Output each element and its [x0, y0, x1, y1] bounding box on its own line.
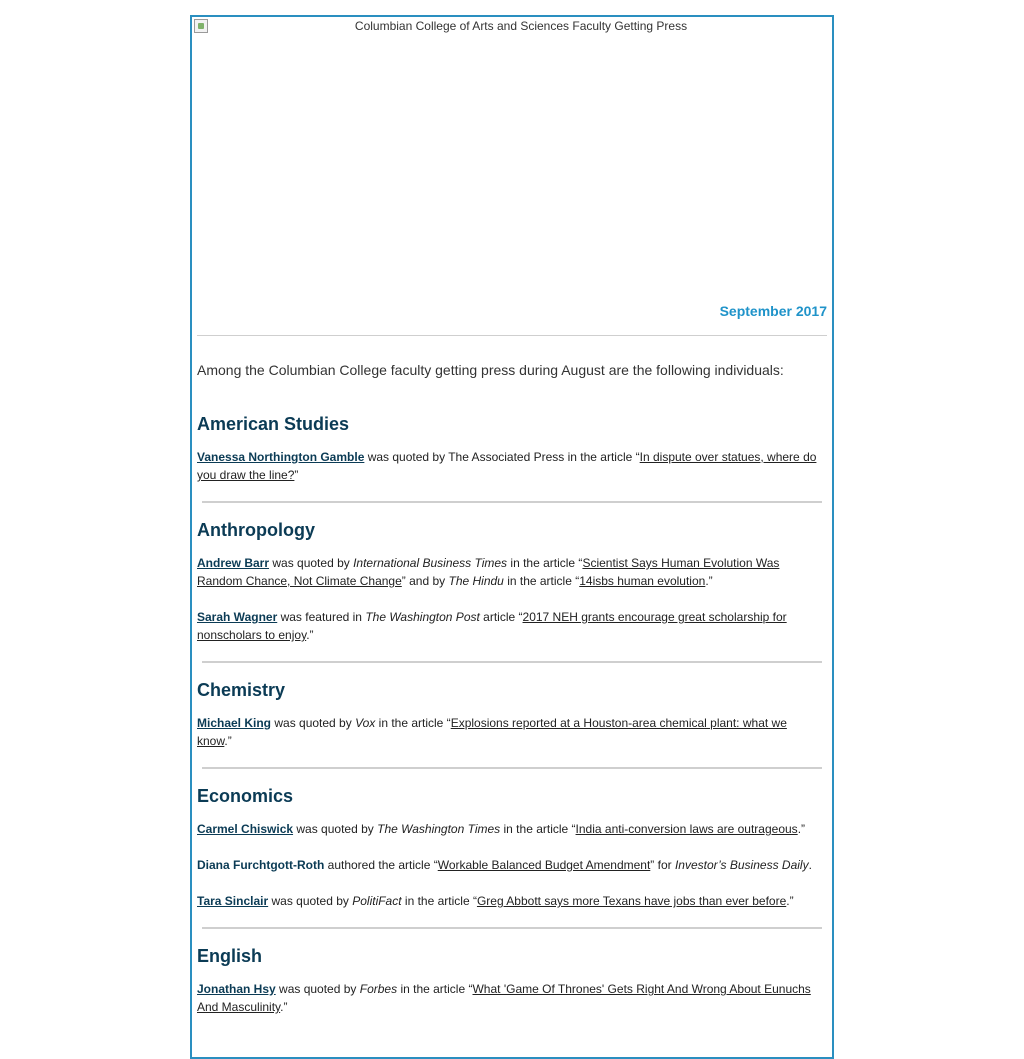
intro-text: Among the Columbian College faculty getting press during August are the following individuals:: [197, 362, 784, 378]
section-title-economics: Economics: [197, 786, 294, 806]
article-link[interactable]: Greg Abbott says more Texans have jobs than ever before: [476, 894, 787, 908]
section-title-anthropology: Anthropology: [197, 520, 315, 540]
newsletter-frame: [190, 15, 834, 1059]
article-link[interactable]: In dispute over statues, where do you draw the line?: [197, 450, 817, 482]
header-banner-image: [192, 17, 832, 307]
section-title-chemistry: Chemistry: [197, 680, 286, 700]
press-entry: Sarah Wagner was featured in The Washington Post article “2017 NEH grants encourage great scholarship for nonscholars to enjoy.”: [197, 610, 787, 642]
divider: [197, 335, 827, 336]
faculty-link[interactable]: Sarah Wagner: [197, 610, 278, 624]
press-entry: Diana Furchtgott-Roth authored the article “Workable Balanced Budget Amendment” for Investor’s Business Daily.: [197, 858, 812, 872]
article-link[interactable]: Workable Balanced Budget Amendment: [437, 858, 651, 872]
header-image-alt-text: Columbian College of Arts and Sciences Faculty Getting Press: [354, 19, 688, 33]
article-link[interactable]: Scientist Says Human Evolution Was Random Chance, Not Climate Change: [197, 556, 780, 588]
faculty-name: Diana Furchtgott-Roth: [197, 858, 325, 872]
faculty-link[interactable]: Michael King: [197, 716, 272, 730]
faculty-link[interactable]: Jonathan Hsy: [197, 982, 276, 996]
article-link[interactable]: India anti-conversion laws are outrageous: [575, 822, 798, 836]
press-entry: Tara Sinclair was quoted by PolitiFact in the article “Greg Abbott says more Texans have jobs than ever before.”: [197, 894, 794, 908]
section-title-american-studies: American Studies: [197, 414, 350, 434]
article-link[interactable]: 2017 NEH grants encourage great scholarship for nonscholars to enjoy: [197, 610, 787, 642]
section-divider: [202, 927, 822, 929]
faculty-link[interactable]: Tara Sinclair: [197, 894, 269, 908]
faculty-link[interactable]: Vanessa Northington Gamble: [197, 450, 365, 464]
article-link[interactable]: Explosions reported at a Houston-area chemical plant: what we know: [197, 716, 787, 748]
issue-date: September 2017: [719, 303, 827, 319]
press-entry: Carmel Chiswick was quoted by The Washington Times in the article “India anti-conversion laws are outrageous.”: [197, 822, 806, 836]
faculty-link[interactable]: Andrew Barr: [197, 556, 270, 570]
faculty-link[interactable]: Carmel Chiswick: [197, 822, 294, 836]
section-title-english: English: [197, 946, 263, 966]
press-entry: Jonathan Hsy was quoted by Forbes in the article “What 'Game Of Thrones' Gets Right And Wrong About Eunuchs And Masculinity.”: [197, 982, 811, 1014]
press-entry: Vanessa Northington Gamble was quoted by The Associated Press in the article “In dispute over statues, where do you draw the line?”: [197, 450, 817, 482]
section-divider: [202, 661, 822, 663]
press-entry: Andrew Barr was quoted by International Business Times in the article “Scientist Says Human Evolution Was Random Chance, Not Climate Change” and by The Hindu in the article “14isbs human evolution.”: [197, 556, 780, 588]
press-entry: Michael King was quoted by Vox in the article “Explosions reported at a Houston-area chemical plant: what we know.”: [197, 716, 787, 748]
article-link[interactable]: What 'Game Of Thrones' Gets Right And Wrong About Eunuchs And Masculinity: [197, 982, 811, 1014]
section-divider: [202, 501, 822, 503]
section-divider: [202, 767, 822, 769]
article-link[interactable]: 14isbs human evolution: [579, 574, 706, 588]
